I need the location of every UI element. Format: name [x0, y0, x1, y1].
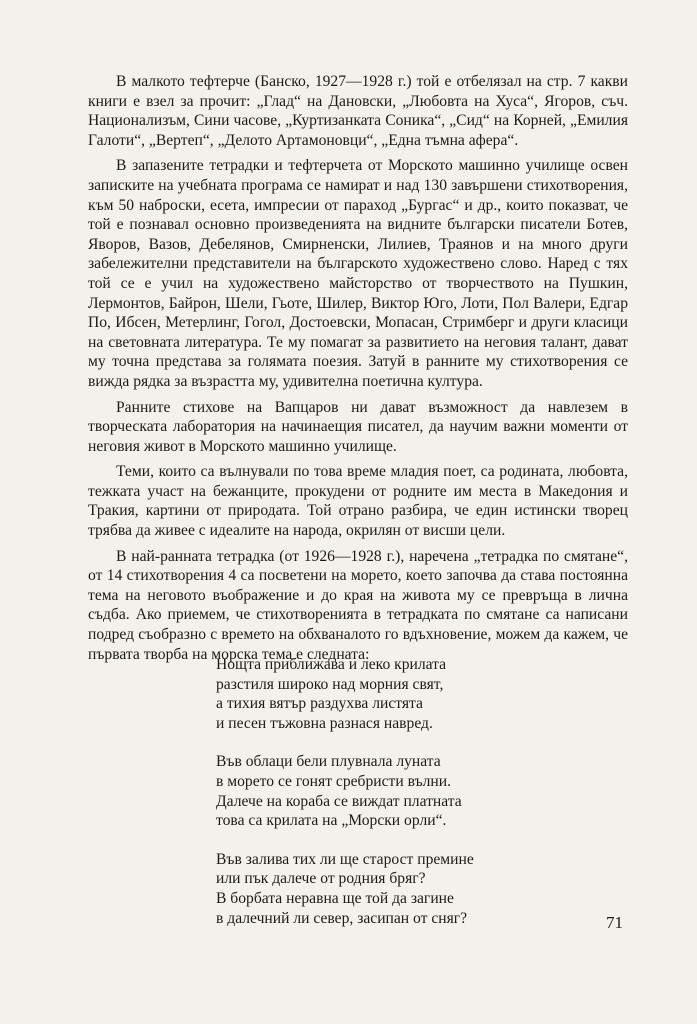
poem-stanza-2: [216, 752, 546, 830]
paragraph-1: В малкото тефтерче (Банско, 1927—1928 г.) той е отбелязал на стр. 7 какви книги е взел за прочит: „Глад“ на Дановски, „Любовта на Хуса“, Ягоров, съч. Национализъм, Сини часове, „Куртизанката Соника“, „Сид“ на Корней, „Емилия Галоти“, „Вертеп“, „Делото Артамоновци“, „Една тъмна афера“.: [88, 73, 628, 149]
poem-stanza-3: [216, 850, 546, 928]
paragraph-4: Теми, които са вълнували по това време младия поет, са родината, любовта, тежката участ на бежанците, прокудени от родните им места в Македония и Тракия, картини от природата. Той отрано разбира, че един истински творец трябва да живее с идеалите на народа, окрилян от висши цели.: [88, 463, 628, 540]
poem-line: В борбата неравна ще той да загине: [216, 889, 454, 907]
poem-stanza-1: [216, 655, 546, 733]
poem-line: това са крилата на „Морски орли“.: [216, 812, 447, 830]
paragraph-3: Ранните стихове на Вапцаров ни дават възможност да навлезем в творческата лаборатория на начинаещия писател, да научим важни моменти от неговия живот в Морското машинно училище.: [88, 398, 628, 455]
poem-line: разстиля широко над морния свят,: [216, 675, 444, 693]
poem-line: или пък далече от родния бряг?: [216, 870, 426, 888]
poem: [216, 655, 546, 947]
poem-line: Във облаци бели плувнала луната: [216, 753, 441, 771]
body-text: [88, 72, 628, 670]
poem-line: в далечний ли север, засипан от сняг?: [216, 909, 468, 927]
poem-line: Нощта приближава и леко крилата: [216, 656, 447, 673]
paragraph-5: В най-ранната тетрадка (от 1926—1928 г.), наречена „тетрадка по смятане“, от 14 стихотворения 4 са посветени на морето, което започва да става постоянна тема на неговото въображение и до края на живота му се превръща в лична съдба. Ако приемем, че стихотворенията в тетрадката по смятане са написани подред съобразно с времето на обхваналото го вдъхновение, можем да кажем, че първата творба на морска тема е следната:: [88, 547, 628, 663]
paragraph-2: В запазените тетрадки и тефтерчета от Морското машинно училище освен записките на учебната програма се намират и над 130 завършени стихотворения, към 50 наброски, есета, импресии от параход „Бургас“ и др., които показват, че той е познавал основно произведенията на видните български писатели Ботев, Яворов, Вазов, Дебелянов, Смирненски, Лилиев, Траянов и на много други забележителни представители на българското художествено слово. Наред с тях той се е учил на художествено майсторство от творчеството на Пушкин, Лермонтов, Байрон, Шели, Гьоте, Шилер, Виктор Юго, Лоти, Пол Валери, Едгар По, Ибсен, Метерлинг, Гогол, Достоевски, Мопасан, Стримберг и други класици на световната литература. Те му помагат за развитието на неговия талант, дават му точна представа за голямата поезия. Затуй в ранните му стихотворения се вижда рядка за възрастта му, удивителна поетична култура.: [88, 157, 628, 390]
poem-line: Далече на кораба се виждат платната: [216, 792, 462, 810]
poem-line: в морето се гонят сребристи вълни.: [216, 772, 452, 790]
poem-line: и песен тъжовна разнася навред.: [216, 714, 433, 732]
poem-line: а тихия вятър раздухва листята: [216, 695, 423, 713]
page-number: 71: [606, 913, 623, 932]
poem-line: Във залива тих ли ще старост премине: [216, 850, 474, 868]
